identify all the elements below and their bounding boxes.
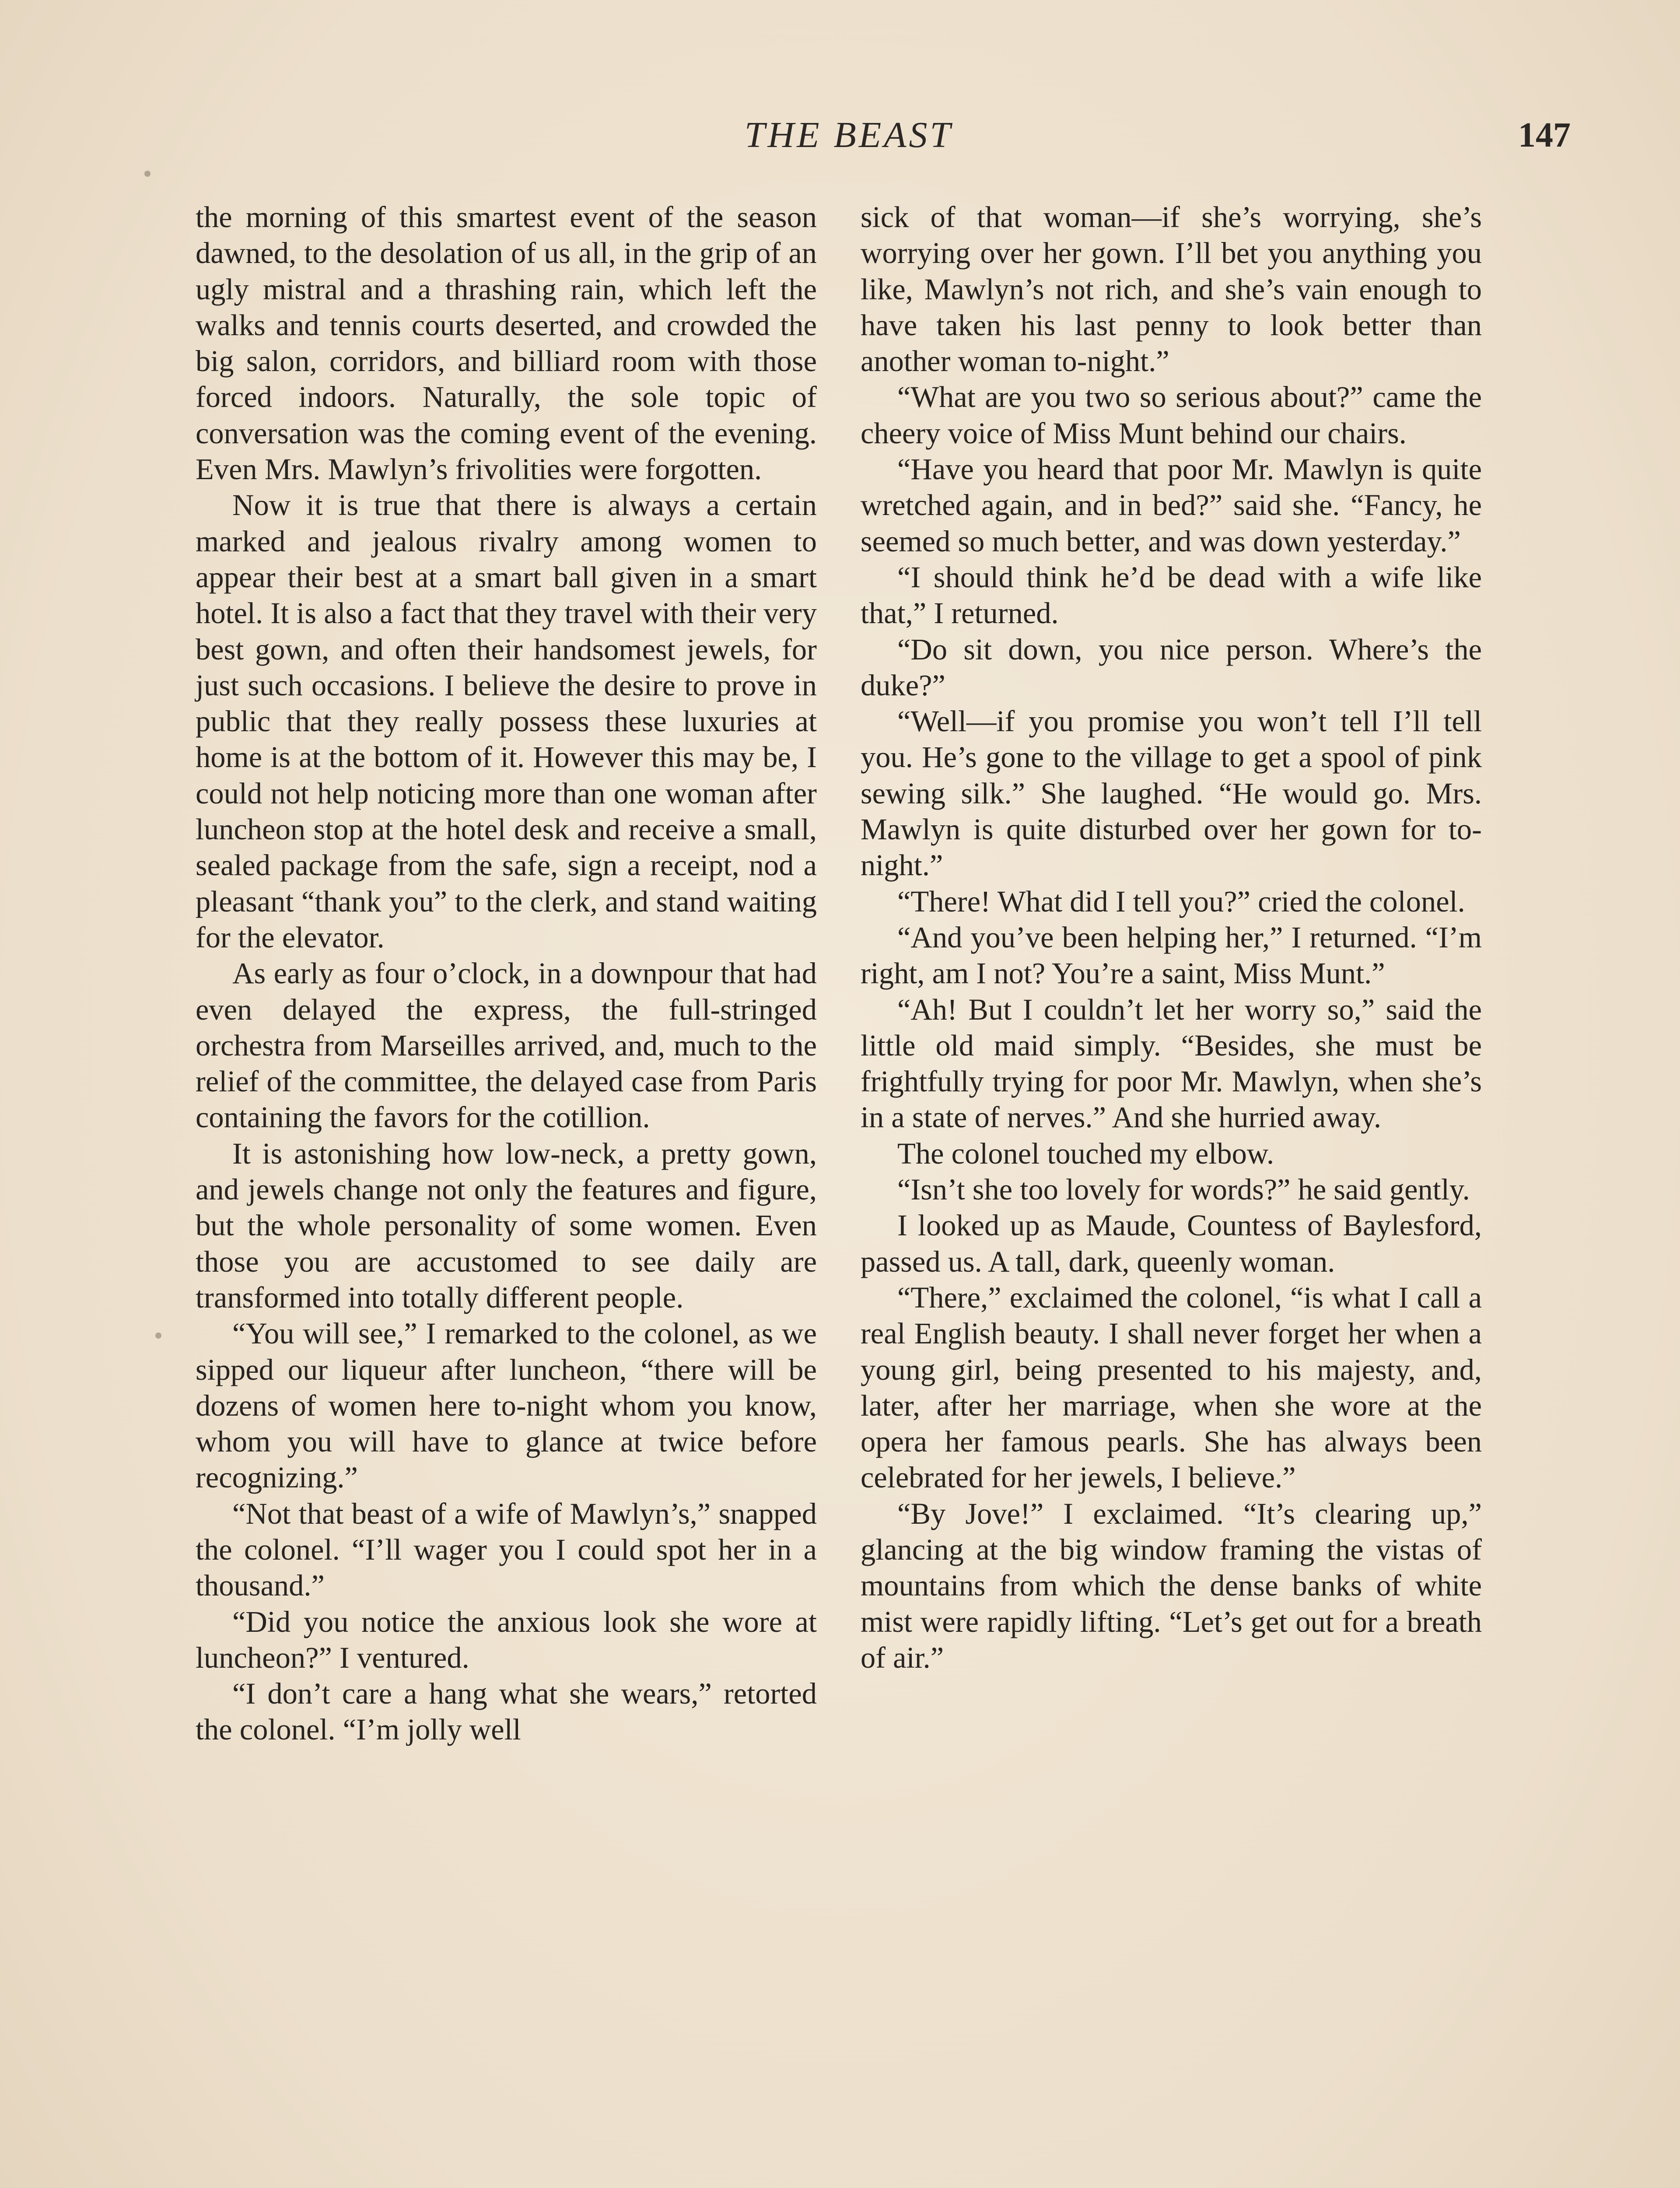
paragraph: “Have you heard that poor Mr. Mawlyn is quite wretched again, and in bed?” said she. “Fancy, he seemed so much better, and was down yesterday.” (861, 452, 1482, 558)
paragraph: “Isn’t she too lovely for words?” he said gently. (897, 1173, 1470, 1206)
paragraph: It is astonishing how low-neck, a pretty gown, and jewels change not only the features and figure, but the whole personality of some women. Even those you are accustomed to see daily are transformed into totally different people. (196, 1136, 817, 1314)
running-title: THE BEAST (744, 115, 953, 155)
paragraph: “Ah! But I couldn’t let her worry so,” said the little old maid simply. “Besides, she must be frightfully trying for poor Mr. Mawlyn, when she’s in a state of nerves.” And she hurried away. (861, 992, 1482, 1134)
paragraph: “I should think he’d be dead with a wife like that,” I returned. (861, 560, 1482, 630)
paragraph: “What are you two so serious about?” came the cheery voice of Miss Munt behind our chairs. (861, 380, 1482, 450)
paragraph: “And you’ve been helping her,” I returned. “I’m right, am I not? You’re a saint, Miss Munt.” (861, 920, 1482, 990)
left-column (196, 199, 817, 1748)
paragraph: “Did you notice the anxious look she wore at luncheon?” I ventured. (196, 1605, 817, 1674)
paragraph: “There! What did I tell you?” cried the colonel. (897, 884, 1465, 918)
paper-speck (155, 1332, 161, 1339)
paragraph: “By Jove!” I exclaimed. “It’s clearing up,” glancing at the big window framing the vistas of mountains from which the dense banks of white mist were rapidly lifting. “Let’s get out for a breath of air.” (861, 1497, 1482, 1674)
paragraph: I looked up as Maude, Countess of Baylesford, passed us. A tall, dark, queenly woman. (861, 1209, 1482, 1278)
paragraph: “Do sit down, you nice person. Where’s the duke?” (861, 632, 1482, 702)
paragraph: “Well—if you promise you won’t tell I’ll tell you. He’s gone to the village to get a spool of pink sewing silk.” She laughed. “He would go. Mrs. Mawlyn is quite disturbed over her gown for to-night.” (861, 705, 1482, 882)
paragraph: “I don’t care a hang what she wears,” retorted the colonel. “I’m jolly well (196, 1677, 817, 1746)
paragraph: the morning of this smartest event of the season dawned, to the desolation of us all, in the grip of an ugly mistral and a thrashing rain, which left the walks and tennis courts deserted, and crowded the big salon, corridors, and billiard room with those forced indoors. Naturally, the sole topic of conversation was the coming event of the evening. Even Mrs. Mawlyn’s frivolities were forgotten. (196, 200, 817, 486)
paragraph: “You will see,” I remarked to the colonel, as we sipped our liqueur after luncheon, “there will be dozens of women here to-night whom you know, whom you will have to glance at twice before recognizing.” (196, 1317, 817, 1494)
paragraph: sick of that woman—if she’s worrying, she’s worrying over her gown. I’ll bet you anything you like, Mawlyn’s not rich, and she’s vain enough to have taken his last penny to look better than another woman to-night.” (861, 200, 1482, 378)
paragraph: “There,” exclaimed the colonel, “is what I call a real English beauty. I shall never forget her when a young girl, being presented to his majesty, and, later, after her marriage, when she wore at the opera her famous pearls. She has always been celebrated for her jewels, I believe.” (861, 1280, 1482, 1494)
page-header (192, 114, 1571, 162)
page-number: 147 (1518, 116, 1571, 154)
paragraph: “Not that beast of a wife of Mawlyn’s,” snapped the colonel. “I’ll wager you I could spot her in a thousand.” (196, 1497, 817, 1602)
paragraph: As early as four o’clock, in a downpour that had even delayed the express, the full-stringed orchestra from Marseilles arrived, and, much to the relief of the committee, the delayed case from Paris containing the favors for the cotillion. (196, 957, 817, 1134)
paragraph: The colonel touched my elbow. (897, 1136, 1274, 1170)
paragraph: Now it is true that there is always a certain marked and jealous rivalry among women to appear their best at a smart ball given in a smart hotel. It is also a fact that they travel with their very best gown, and often their handsomest jewels, for just such occasions. I believe the desire to prove in public that they really possess these luxuries at home is at the bottom of it. However this may be, I could not help noticing more than one woman after luncheon stop at the hotel desk and receive a small, sealed package from the safe, sign a receipt, nod a pleasant “thank you” to the clerk, and stand waiting for the elevator. (196, 488, 817, 954)
paper-speck (144, 171, 150, 177)
right-column (861, 199, 1482, 1676)
